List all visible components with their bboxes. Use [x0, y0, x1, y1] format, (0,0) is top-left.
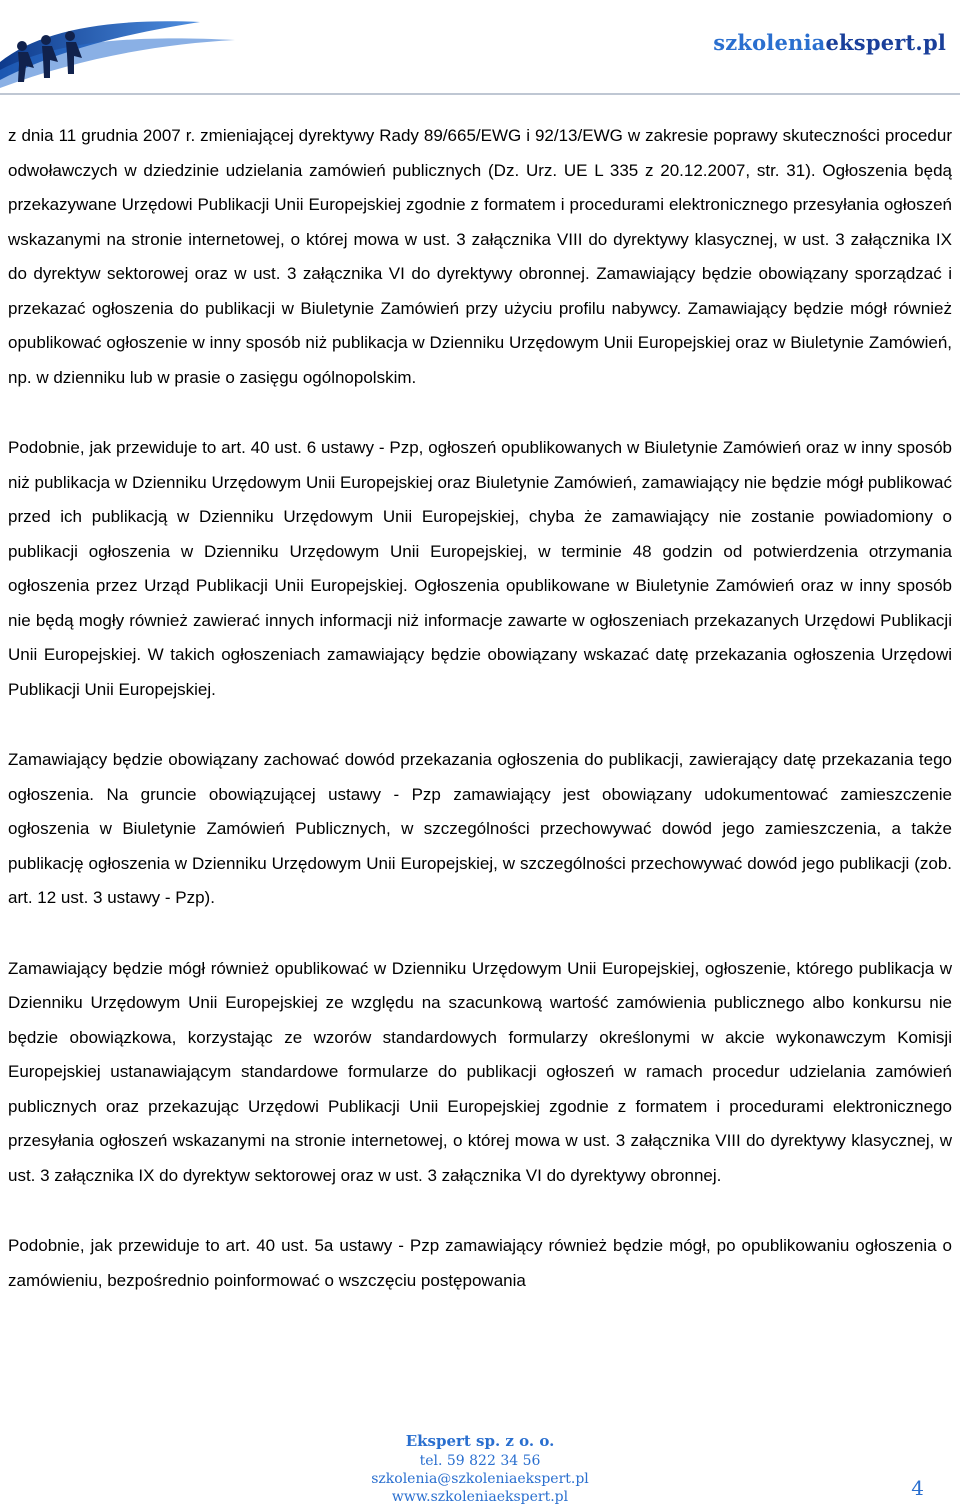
page-footer: [0, 1408, 960, 1504]
paragraph-2: Podobnie, jak przewiduje to art. 40 ust. 6 ustawy - Pzp, ogłoszeń opublikowanych w Biuletynie Zamówień oraz w inny sposób niż publikacja w Dzienniku Urzędowym Unii Europejskiej oraz Biuletynie Zamówień, zamawiający nie będzie mógł publikować przed ich publikacją w Dzienniku Urzędowym Unii Europejskiej, chyba że zamawiający nie zostanie powiadomiony o publikacji ogłoszenia w Dzienniku Urzędowym Unii Europejskiej, w terminie 48 godzin od potwierdzenia otrzymania ogłoszenia przez Urząd Publikacji Unii Europejskiej. Ogłoszenia opublikowane w Biuletynie Zamówień oraz w inny sposób nie będą mogły również zawierać innych informacji niż informacje zawarte w ogłoszeniach przekazanych Urzędowi Publikacji Unii Europejskiej. W takich ogłoszeniach zamawiający będzie obowiązany wskazać datę przekazania ogłoszenia Urzędowi Publikacji Unii Europejskiej.: [8, 438, 952, 699]
paragraph-4: Zamawiający będzie mógł również opublikować w Dzienniku Urzędowym Unii Europejskiej, ogłoszenie, którego publikacja w Dzienniku Urzędowym Unii Europejskiej ze względu na szacunkową wartość zamówienia publicznego albo konkursu nie będzie obowiązkowa, korzystając ze wzorów standardowych formularzy określonymi w akcie wykonawczym Komisji Europejskiej ustanawiającym standardowe formularze do publikacji ogłoszeń w ramach procedur udzielania zamówień publicznych oraz przekazując Urzędowi Publikacji Unii Europejskiej zgodnie z formatem i procedurami elektronicznego przesyłania ogłoszeń wskazanymi na stronie internetowej, o której mowa w ust. 3 załącznika VIII do dyrektywy klasycznej, w ust. 3 załącznika IX do dyrektyw sektorowej oraz w ust. 3 załącznika VI do dyrektywy obronnej.: [8, 958, 952, 1185]
document-body: [8, 119, 952, 1334]
footer-website: www.szkoleniaekspert.pl: [391, 1489, 569, 1505]
logo-figures-icon: [0, 0, 240, 100]
paragraph-3: Zamawiający będzie obowiązany zachować dowód przekazania ogłoszenia do publikacji, zawierający datę przekazania tego ogłoszenia. Na gruncie obowiązującej ustawy - Pzp zamawiający jest obowiązany udokumentować zamieszczenie ogłoszenia w Biuletynie Zamówień Publicznych, w szczególności przechowywać dowód jego zamieszczenia, a także publikację ogłoszenia w Dzienniku Urzędowym Unii Europejskiej, w szczególności przechowywać dowód jego publikacji (zob. art. 12 ust. 3 ustawy - Pzp).: [8, 750, 952, 907]
brand-logo-text: [713, 30, 946, 55]
brand-part-1: szkolenia: [713, 30, 826, 55]
paragraph-5: Podobnie, jak przewiduje to art. 40 ust. 5a ustawy - Pzp zamawiający również będzie mógł, po opublikowaniu ogłoszenia o zamówieniu, bezpośrednio poinformować o wszczęciu postępowania: [8, 1236, 952, 1290]
paragraph-1: z dnia 11 grudnia 2007 r. zmieniającej dyrektywy Rady 89/665/EWG i 92/13/EWG w zakresie poprawy skuteczności procedur odwoławczych w dziedzinie udzielania zamówień publicznych (Dz. Urz. UE L 335 z 20.12.2007, str. 31). Ogłoszenia będą przekazywane Urzędowi Publikacji Unii Europejskiej zgodnie z formatem i procedurami elektronicznego przesyłania ogłoszeń wskazanymi na stronie internetowej, o której mowa w ust. 3 załącznika VIII do dyrektywy klasycznej, w ust. 3 załącznika IX do dyrektyw sektorowej oraz w ust. 3 załącznika VI do dyrektywy obronnej. Zamawiający będzie obowiązany sporządzać i przekazać ogłoszenia do publikacji w Biuletynie Zamówień przy użyciu profilu nabywcy. Zamawiający będzie mógł również opublikować ogłoszenie w inny sposób niż publikacja w Dzienniku Urzędowym Unii Europejskiej oraz w Biuletynie Zamówień, np. w dzienniku lub w prasie o zasięgu ogólnopolskim.: [8, 126, 952, 387]
footer-email: szkolenia@szkoleniaekspert.pl: [371, 1471, 589, 1487]
header-divider: [0, 93, 960, 95]
page-number: 4: [911, 1476, 924, 1500]
page-header: [0, 0, 960, 100]
footer-company: Ekspert sp. z o. o.: [405, 1432, 555, 1450]
brand-part-2: ekspert.pl: [825, 30, 946, 55]
footer-phone: tel. 59 822 34 56: [419, 1453, 541, 1469]
